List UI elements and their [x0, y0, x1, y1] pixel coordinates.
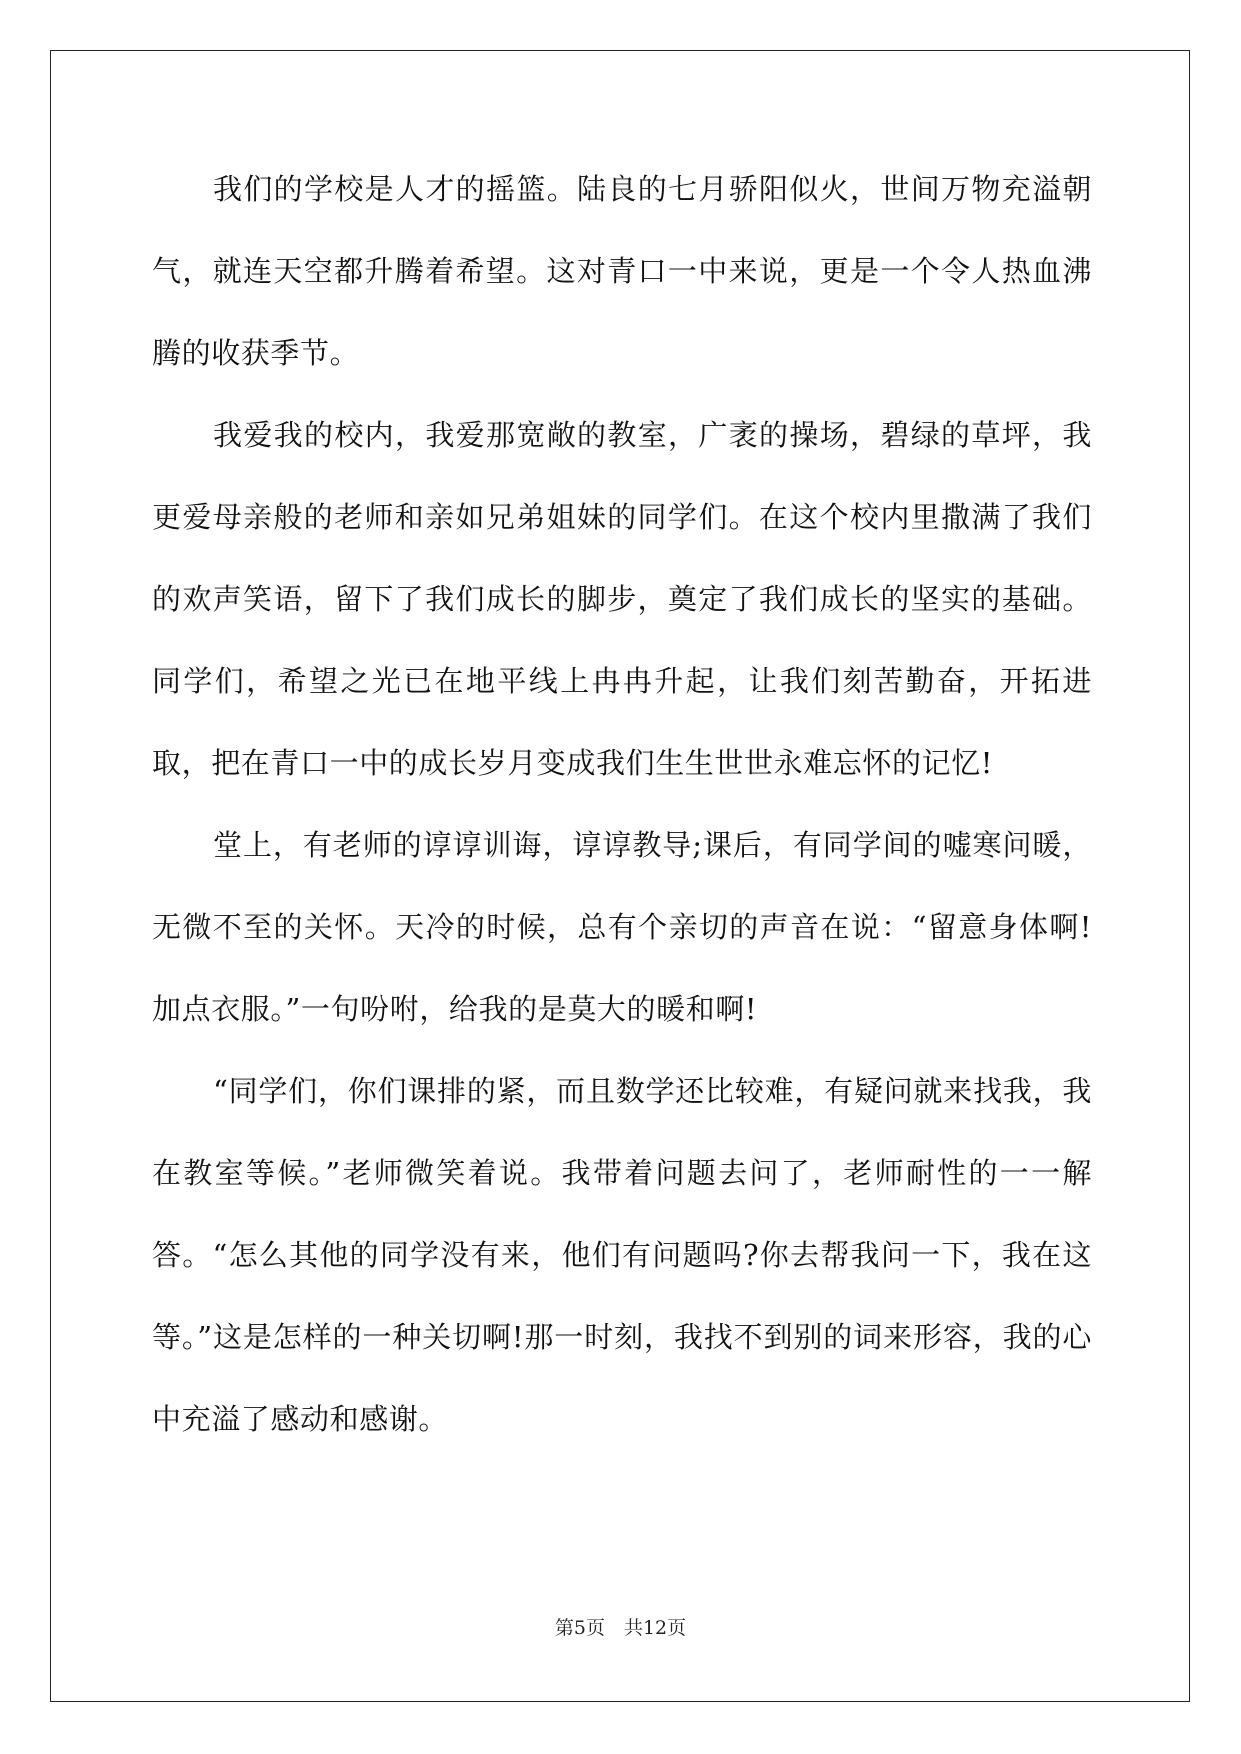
page-number-footer: 第5页 共12页	[554, 1617, 687, 1639]
paragraph: 我爱我的校内，我爱那宽敞的教室，广袤的操场，碧绿的草坪，我更爱母亲般的老师和亲如兄弟姐妹的同学们。在这个校内里撒满了我们的欢声笑语，留下了我们成长的脚步，奠定了我们成长的坚实的基础。同学们，希望之光已在地平线上冉冉升起，让我们刻苦勤奋，开拓进取，把在青口一中的成长岁月变成我们生生世世永难忘怀的记忆!	[152, 418, 1092, 780]
paragraph: “同学们，你们课排的紧，而且数学还比较难，有疑问就来找我，我在教室等候。”老师微笑着说。我带着问题去问了，老师耐性的一一解答。“怎么其他的同学没有来，他们有问题吗?你去帮我问一下，我在这等。”这是怎样的一种关切啊!那一时刻，我找不到别的词来形容，我的心中充溢了感动和感谢。	[152, 1074, 1092, 1436]
paragraph: 堂上，有老师的谆谆训诲，谆谆教导;课后，有同学间的嘘寒问暖，无微不至的关怀。天冷的时候，总有个亲切的声音在说：“留意身体啊!加点衣服。”一句吩咐，给我的是莫大的暖和啊!	[152, 828, 1092, 1026]
document-body	[152, 148, 1092, 1460]
paragraph: 我们的学校是人才的摇篮。陆良的七月骄阳似火，世间万物充溢朝气，就连天空都升腾着希望。这对青口一中来说，更是一个令人热血沸腾的收获季节。	[152, 172, 1092, 370]
